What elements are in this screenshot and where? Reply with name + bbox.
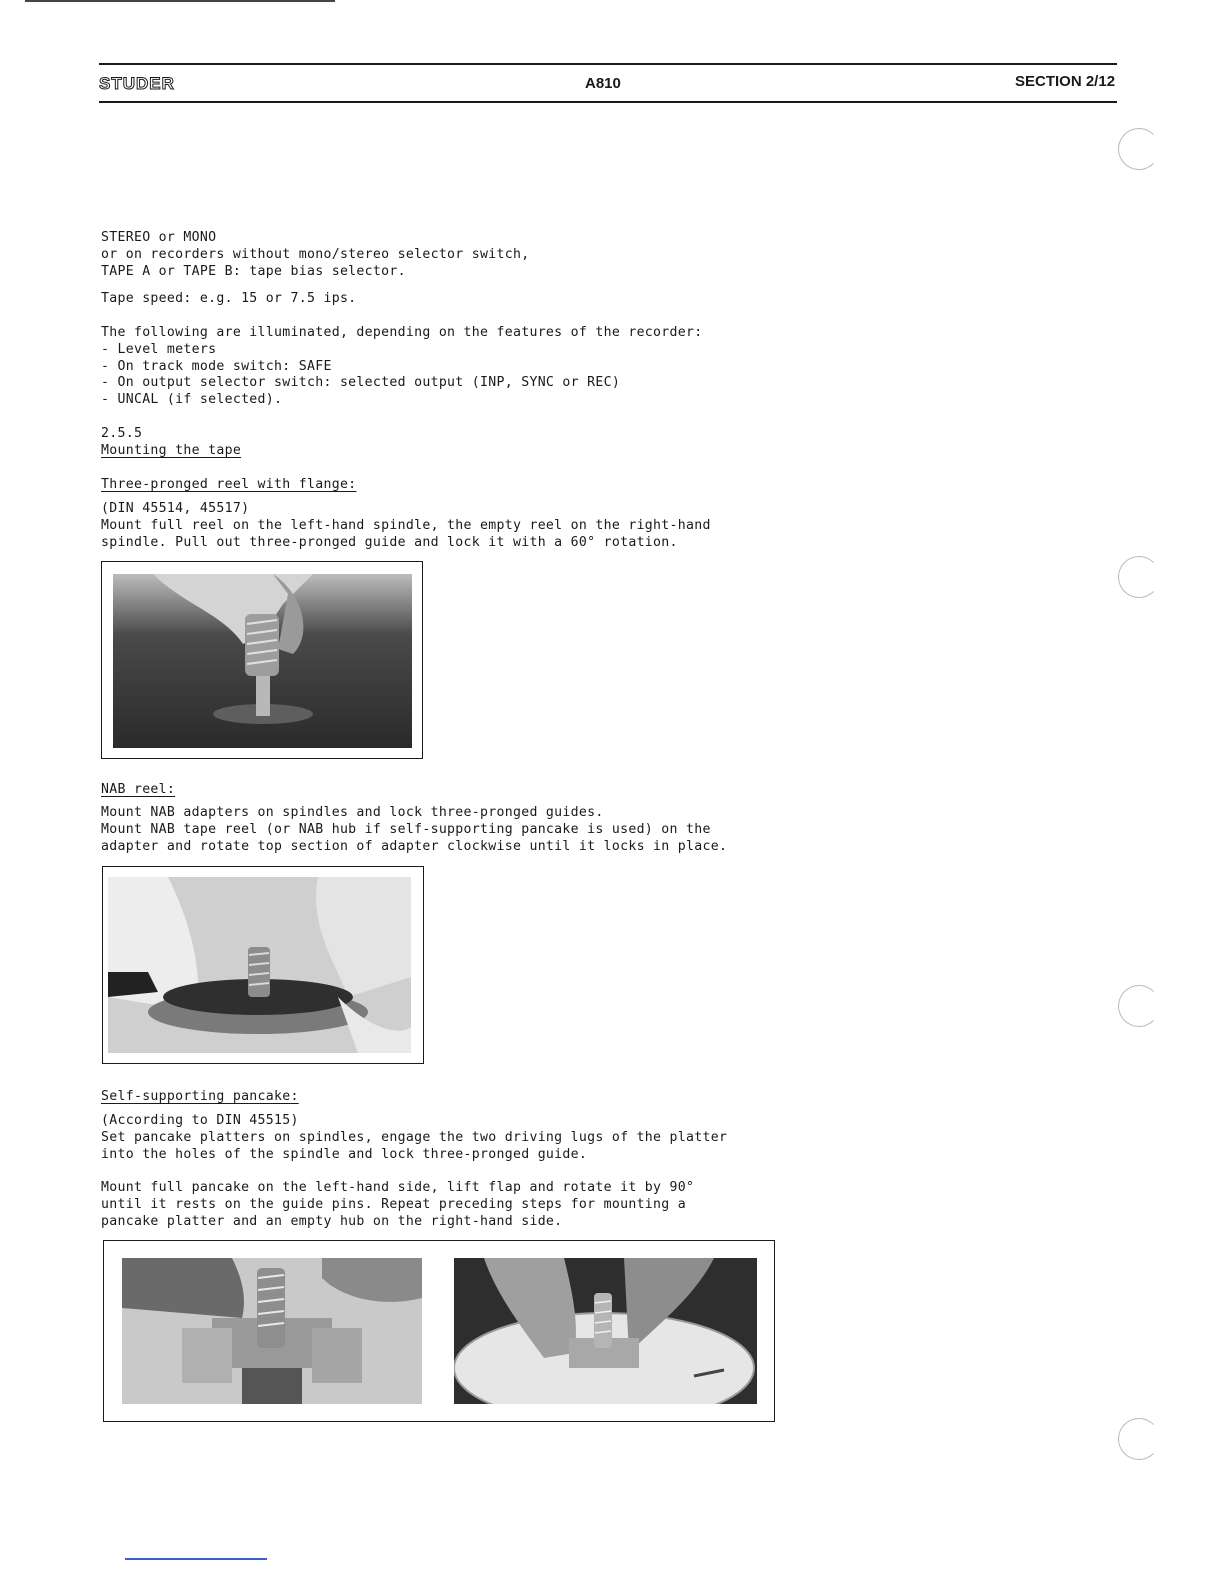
text-tape-bias: TAPE A or TAPE B: tape bias selector. (101, 264, 406, 279)
text-pancake-platter-hub: pancake platter and an empty hub on the right-hand side. (101, 1214, 563, 1229)
heading-nab-reel: NAB reel: (101, 782, 176, 797)
binder-hole-4 (1118, 1418, 1160, 1460)
photo-pancake-platter (454, 1258, 757, 1404)
text-din-45514: (DIN 45514, 45517) (101, 501, 250, 516)
text-mount-nab-adapters: Mount NAB adapters on spindles and lock three-pronged guides. (101, 805, 604, 820)
text-mount-nab-tape-reel: Mount NAB tape reel (or NAB hub if self-supporting pancake is used) on the (101, 822, 711, 837)
binder-hole-1 (1118, 128, 1160, 170)
text-tape-speed: Tape speed: e.g. 15 or 7.5 ips. (101, 291, 357, 306)
list-item: - On output selector switch: selected output (INP, SYNC or REC) (101, 375, 621, 390)
text-illuminated-intro: The following are illuminated, depending on the features of the recorder: (101, 325, 703, 340)
studer-logo: STUDER (99, 74, 175, 93)
text-recorders-without: or on recorders without mono/stereo selector switch, (101, 247, 530, 262)
text-mount-full-pancake: Mount full pancake on the left-hand side, lift flap and rotate it by 90° (101, 1180, 695, 1195)
text-stereo-mono: STEREO or MONO (101, 230, 217, 245)
photo-frame-three-pronged (101, 561, 423, 759)
photo-nab-adapter (108, 877, 411, 1053)
photo-frame-nab (102, 866, 424, 1064)
binder-hole-3 (1118, 985, 1160, 1027)
scan-edge-line-bottom (125, 1558, 267, 1560)
list-item: - Level meters (101, 342, 217, 357)
text-according-din: (According to DIN 45515) (101, 1113, 299, 1128)
model-title: A810 (585, 75, 621, 92)
section-number: 2.5.5 (101, 426, 143, 441)
text-until-rests: until it rests on the guide pins. Repeat preceding steps for mounting a (101, 1197, 687, 1212)
header-bottom-rule (99, 101, 1117, 103)
text-pull-out-guide: spindle. Pull out three-pronged guide and lock it with a 60° rotation. (101, 535, 678, 550)
list-item: - On track mode switch: SAFE (101, 359, 332, 374)
photo-pancake-guide (122, 1258, 422, 1404)
text-set-pancake-platters: Set pancake platters on spindles, engage the two driving lugs of the platter (101, 1130, 728, 1145)
text-adapter-rotate: adapter and rotate top section of adapter clockwise until it locks in place. (101, 839, 728, 854)
scan-edge-line (25, 0, 335, 2)
section-title: Mounting the tape (101, 443, 242, 458)
list-item: - UNCAL (if selected). (101, 392, 283, 407)
photo-three-pronged-guide (113, 574, 412, 748)
section-label: SECTION 2/12 (1015, 73, 1116, 90)
photo-frame-pancake (103, 1240, 775, 1422)
heading-three-pronged: Three-pronged reel with flange: (101, 477, 357, 492)
header-top-rule (99, 63, 1117, 65)
binder-hole-2 (1118, 556, 1160, 598)
text-mount-full-reel: Mount full reel on the left-hand spindle, the empty reel on the right-hand (101, 518, 711, 533)
heading-self-supporting-pancake: Self-supporting pancake: (101, 1089, 299, 1104)
text-into-holes: into the holes of the spindle and lock three-pronged guide. (101, 1147, 588, 1162)
